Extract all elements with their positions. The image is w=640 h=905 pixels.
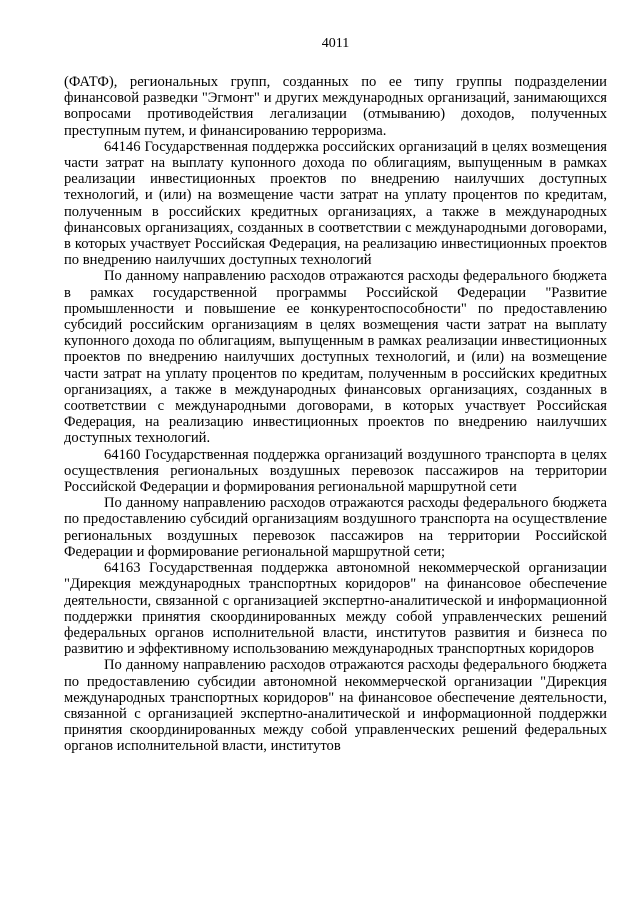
paragraph-64160-heading: 64160 Государственная поддержка организаций воздушного транспорта в целях осуществления региональных воздушных перевозок пассажиров на территории Российской Федерации и формирования региональной маршрутной сети — [64, 446, 607, 496]
page-number: 4011 — [321, 36, 350, 51]
paragraph-64163-heading: 64163 Государственная поддержка автономной некоммерческой организации "Дирекция международных транспортных коридоров" на финансовое обеспечение деятельности, связанной с организацией экспертно-аналитической и информационной поддержки принятия скоординированных между собой управленческих решений федеральных органов исполнительной власти, институтов развития и бизнеса по развитию и эффективному использованию международных транспортных коридоров — [64, 560, 607, 658]
paragraph-64160-description: По данному направлению расходов отражаются расходы федерального бюджета по предоставлению субсидий организациям воздушного транспорта на осуществление региональных воздушных перевозок пассажиров на территории Российской Федерации и формирование региональной маршрутной сети; — [64, 495, 607, 560]
paragraph-64163-description: По данному направлению расходов отражаются расходы федерального бюджета по предоставлению субсидии автономной некоммерческой организации "Дирекция международных транспортных коридоров" на финансовое обеспечение деятельности, связанной с организацией экспертно-аналитической и информационной поддержки принятия скоординированных между собой управленческих решений федеральных органов исполнительной власти, институтов — [64, 657, 607, 755]
paragraph-64146-heading: 64146 Государственная поддержка российских организаций в целях возмещения части затрат на выплату купонного дохода по облигациям, выпущенным в рамках реализации инвестиционных проектов по внедрению наилучших доступных технологий, и (или) на возмещение части затрат на уплату процентов по кредитам, полученным в российских кредитных организациях, а также в международных финансовых организациях, созданных в соответствии с международными договорами, в которых участвует Российская Федерация, на реализацию инвестиционных проектов по внедрению наилучших доступных технологий — [64, 138, 607, 269]
document-body — [64, 74, 607, 755]
paragraph-fatf-continuation: (ФАТФ), региональных групп, созданных по ее типу группы подразделении финансовой разведки "Эгмонт" и других международных организаций, занимающихся вопросами противодействия легализации (отмыванию) доходов, полученных преступным путем, и финансированию терроризма. — [64, 74, 607, 139]
paragraph-64146-description: По данному направлению расходов отражаются расходы федерального бюджета в рамках государственной программы Российской Федерации "Развитие промышленности и повышение ее конкурентоспособности" по предоставлению субсидий российским организациям в целях возмещения части затрат на выплату купонного дохода по облигациям, выпущенным в рамках реализации инвестиционных проектов по внедрению наилучших доступных технологий, и (или) на возмещение части затрат на уплату процентов по кредитам, полученным в российских кредитных организациях, а также в международных финансовых организациях, созданных в соответствии с международными договорами, в которых участвует Российская Федерация, на реализацию инвестиционных проектов по внедрению наилучших доступных технологий. — [64, 268, 607, 447]
